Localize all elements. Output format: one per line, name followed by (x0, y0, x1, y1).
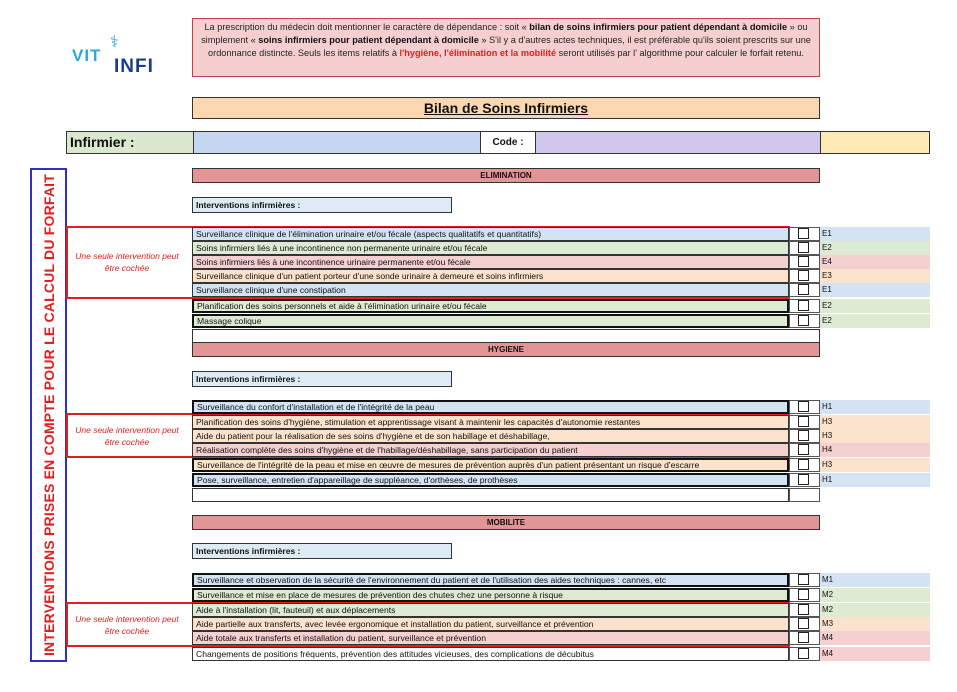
prescription-notice: La prescription du médecin doit mentionner le caractère de dépendance : soit « bilan de soins infirmiers pour patient dépendant à domicile » ou simplement « soins infirmiers pour patient dépendant à domicile » S'il y a d'autres actes techniques, il est préférable qu'ils soient prescrits sur une ordonnance distincte. Seuls les items relatifs à l'hygiène, l'élimination et la mobilité seront utilisés par l' algorithme pour calculer le forfait retenu. (192, 18, 820, 77)
section-header-hygiene: HYGIENE (192, 342, 820, 357)
code-cell: M3 (820, 617, 930, 631)
table-row: Aide du patient pour la réalisation de ses soins d'hygiène et de son habillage et déshabillage, (192, 429, 789, 443)
code-cell: H1 (820, 473, 930, 487)
checkbox-e2c[interactable] (798, 315, 809, 326)
table-row: Aide partielle aux transferts, avec levée ergonomique et installation du patient, surveillance et prévention (192, 617, 789, 631)
section-header-elimination: ELIMINATION (192, 168, 820, 183)
code-cell: E1 (820, 227, 930, 241)
code-cell: M4 (820, 631, 930, 645)
checkbox-h1b[interactable] (798, 474, 809, 485)
single-choice-note: Une seule intervention peut être cochée (75, 425, 179, 447)
interventions-label: Interventions infirmières : (192, 197, 452, 213)
table-row: Surveillance et observation de la sécurité de l'environnement du patient et de l'utilisation des aides techniques : cannes, etc (192, 573, 789, 587)
code-cell: H1 (820, 400, 930, 414)
checkbox-e4[interactable] (798, 256, 809, 267)
blank-row (192, 329, 820, 343)
checkbox-m2b[interactable] (798, 604, 809, 615)
single-choice-note: Une seule intervention peut être cochée (75, 614, 179, 636)
code-cell: E2 (820, 314, 930, 328)
code-label: Code : (480, 131, 536, 154)
table-row: Surveillance du confort d'installation et de l'intégrité de la peau (192, 400, 789, 414)
logo-text-infi: INFI (114, 56, 154, 77)
checkbox-h3[interactable] (798, 416, 809, 427)
checkbox-m4[interactable] (798, 632, 809, 643)
single-choice-note: Une seule intervention peut être cochée (75, 251, 179, 273)
table-row: Surveillance et mise en place de mesures de prévention des chutes chez une personne à risque (192, 588, 789, 602)
table-row: Aide totale aux transferts et installation du patient, surveillance et prévention (192, 631, 789, 645)
side-label-box (30, 168, 67, 662)
code-cell: M1 (820, 573, 930, 587)
table-row: Changements de positions fréquents, prévention des attitudes vicieuses, des complications de décubitus (192, 647, 789, 661)
checkbox-h1[interactable] (798, 401, 809, 412)
code-cell: E1 (820, 283, 930, 297)
checkbox-m2[interactable] (798, 589, 809, 600)
code-cell: E4 (820, 255, 930, 269)
checkbox-e1[interactable] (798, 228, 809, 239)
code-cell: H3 (820, 429, 930, 443)
code-field[interactable] (535, 131, 821, 154)
checkbox-m1[interactable] (798, 574, 809, 585)
interventions-label: Interventions infirmières : (192, 371, 452, 387)
checkbox-cell (789, 488, 820, 502)
table-row: Soins infirmiers liés à une incontinence non permanente urinaire et/ou fécale (192, 241, 789, 255)
code-cell: M2 (820, 603, 930, 617)
table-row: Surveillance clinique d'une constipation (192, 283, 789, 297)
extra-field[interactable] (820, 131, 930, 154)
page-title: Bilan de Soins Infirmiers (192, 97, 820, 119)
section-header-mobilite: MOBILITE (192, 515, 820, 530)
table-row: Massage colique (192, 314, 789, 328)
infirmier-field[interactable] (193, 131, 481, 154)
code-cell: H3 (820, 458, 930, 472)
code-cell: H4 (820, 443, 930, 457)
checkbox-e1b[interactable] (798, 284, 809, 295)
interventions-label: Interventions infirmières : (192, 543, 452, 559)
checkbox-e2[interactable] (798, 242, 809, 253)
checkbox-m3[interactable] (798, 618, 809, 629)
table-row: Aide à l'installation (lit, fauteuil) et aux déplacements (192, 603, 789, 617)
logo-text-vit: VIT (72, 46, 102, 65)
checkbox-h3b[interactable] (798, 430, 809, 441)
infirmier-label: Infirmier : (66, 131, 194, 154)
blank-row (192, 488, 789, 502)
side-label: INTERVENTIONS PRISES EN COMPTE POUR LE CALCUL DU FORFAIT (40, 173, 57, 657)
table-row: Soins infirmiers liés à une incontinence urinaire permanente et/ou fécale (192, 255, 789, 269)
table-row: Surveillance de l'intégrité de la peau et mise en œuvre de mesures de prévention auprès d'un patient présentant un risque d'escarre (192, 458, 789, 472)
code-cell: E3 (820, 269, 930, 283)
checkbox-e3[interactable] (798, 270, 809, 281)
checkbox-h4[interactable] (798, 444, 809, 455)
code-cell: M4 (820, 647, 930, 661)
table-row: Pose, surveillance, entretien d'appareillage de suppléance, d'orthèses, de prothèses (192, 473, 789, 487)
code-cell: E2 (820, 241, 930, 255)
code-cell: M2 (820, 588, 930, 602)
vitinfi-logo (72, 36, 172, 80)
code-cell: E2 (820, 299, 930, 313)
table-row: Surveillance clinique de l'élimination urinaire et/ou fécale (aspects qualitatifs et quantitatifs) (192, 227, 789, 241)
table-row: Réalisation complète des soins d'hygiène et de l'habillage/déshabillage, sans participation du patient (192, 443, 789, 457)
table-row: Surveillance clinique d'un patient porteur d'une sonde urinaire à demeure et soins infirmiers (192, 269, 789, 283)
caduceus-icon: ⚕ (110, 34, 119, 51)
checkbox-h3c[interactable] (798, 459, 809, 470)
code-cell: H3 (820, 415, 930, 429)
table-row: Planification des soins d'hygiène, stimulation et apprentissage visant à maintenir les capacités d'autonomie restantes (192, 415, 789, 429)
checkbox-e2b[interactable] (798, 300, 809, 311)
table-row: Planification des soins personnels et aide à l'élimination urinaire et/ou fécale (192, 299, 789, 313)
checkbox-m4b[interactable] (798, 648, 809, 659)
